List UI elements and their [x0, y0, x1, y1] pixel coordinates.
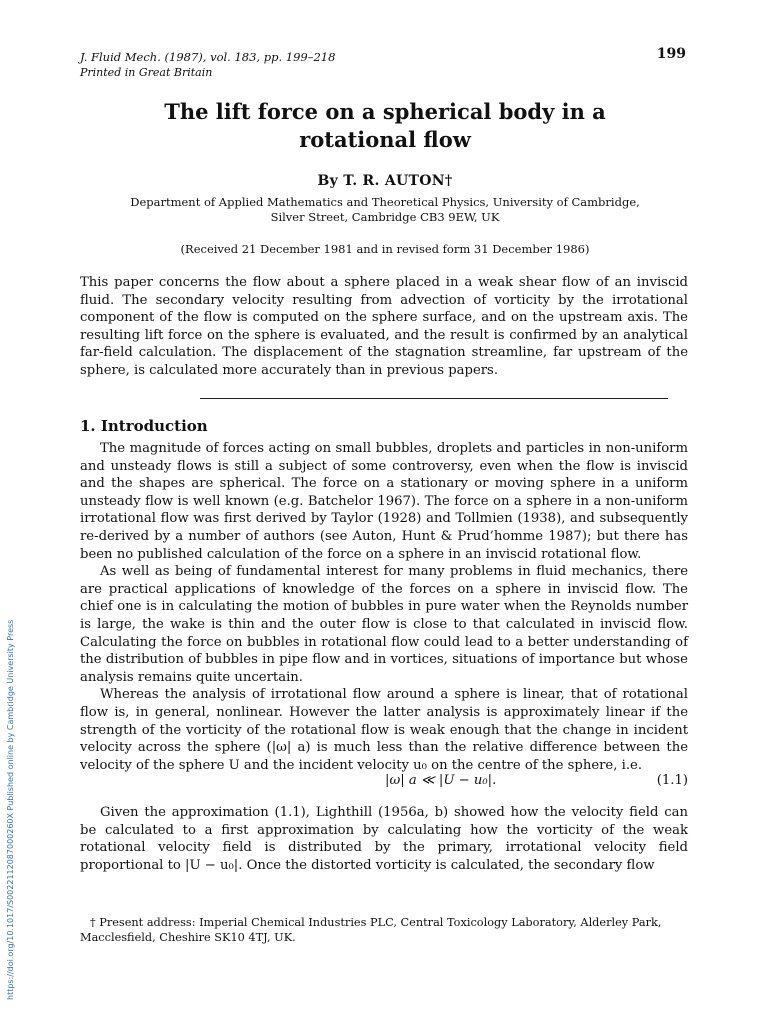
paragraph: As well as being of fundamental interest for many problems in fluid mechanics, there are practical applications of knowledge of the forces on a sphere in inviscid flow. The chief one is in calculating the motion of bubbles in pure water when the Reynolds number is large, the wake is thin and the outer flow is close to that calculated in inviscid flow. Calculating the force on bubbles in rotational flow could lead to a better understanding of the distribution of bubbles in pipe flow and in vortices, situations of importance but whose analysis remains quite uncertain. [80, 564, 688, 685]
footnote: † Present address: Imperial Chemical Industries PLC, Central Toxicology Laboratory, Alderley Park, Macclesfield, Cheshire SK10 4TJ, UK. [80, 916, 662, 944]
paragraph: The magnitude of forces acting on small bubbles, droplets and particles in non-uniform and unsteady flows is still a subject of some controversy, even when the flow is inviscid and the shapes are spherical. The force on a stationary or moving sphere in a uniform unsteady flow is well known (e.g. Batchelor 1967). The force on a sphere in a non-uniform irrotational flow was first derived by Taylor (1928) and Tollmien (1938), and subsequently re-derived by a number of authors (see Auton, Hunt & Prud’homme 1987); but there has been no published calculation of the force on a sphere in an inviscid rotational flow. [80, 441, 688, 562]
abstract-divider [200, 398, 668, 399]
doi-sidebar-link[interactable]: https://doi.org/10.1017/S0022112087000260X Published online by Cambridge University Press [6, 619, 15, 1000]
received-dates: (Received 21 December 1981 and in revised form 31 December 1986) [180, 242, 590, 256]
affiliation-line-2: Silver Street, Cambridge CB3 9EW, UK [270, 210, 500, 224]
title-line-2: rotational flow [299, 127, 471, 152]
introduction-body [80, 440, 688, 875]
section-heading: 1. Introduction [80, 417, 208, 435]
journal-citation: J. Fluid Mech. (1987), vol. 183, pp. 199–218 [80, 50, 336, 64]
printed-note: Printed in Great Britain [80, 66, 213, 79]
equation-number: (1.1) [656, 773, 688, 789]
title-line-1: The lift force on a spherical body in a [164, 99, 606, 124]
abstract: This paper concerns the flow about a sphere placed in a weak shear flow of an inviscid fluid. The secondary velocity resulting from advection of vorticity by the irrotational component of the flow is computed on the sphere surface, and on the upstream axis. The resulting lift force on the sphere is evaluated, and the result is confirmed by an analytical far-field calculation. The displacement of the stagnation streamline, far upstream of the sphere, is calculated more accurately than in previous papers. [80, 275, 688, 378]
affiliation [80, 195, 690, 225]
author: By T. R. AUTON† [317, 173, 453, 189]
paragraph: Whereas the analysis of irrotational flow around a sphere is linear, that of rotational flow is, in general, nonlinear. However the latter analysis is approximately linear if the strength of the vorticity of the rotational flow is weak enough that the change in incident velocity across the sphere (|ω| a) is much less than the relative difference between the velocity of the sphere U and the incident velocity u₀ on the centre of the sphere, i.e. [80, 687, 688, 773]
affiliation-line-1: Department of Applied Mathematics and Theoretical Physics, University of Cambridge, [130, 195, 640, 209]
paper-title [80, 98, 690, 154]
page-number: 199 [656, 46, 686, 62]
equation: |ω| a ≪ |U − u₀|. [385, 773, 497, 789]
paragraph: Given the approximation (1.1), Lighthill (1956a, b) showed how the velocity field can be calculated to a first approximation by calculating how the vorticity of the weak rotational velocity field is distributed by the primary, irrotational velocity field proportional to |U − u₀|. Once the distorted vorticity is calculated, the secondary flow [80, 805, 688, 874]
equation-row [80, 772, 688, 790]
